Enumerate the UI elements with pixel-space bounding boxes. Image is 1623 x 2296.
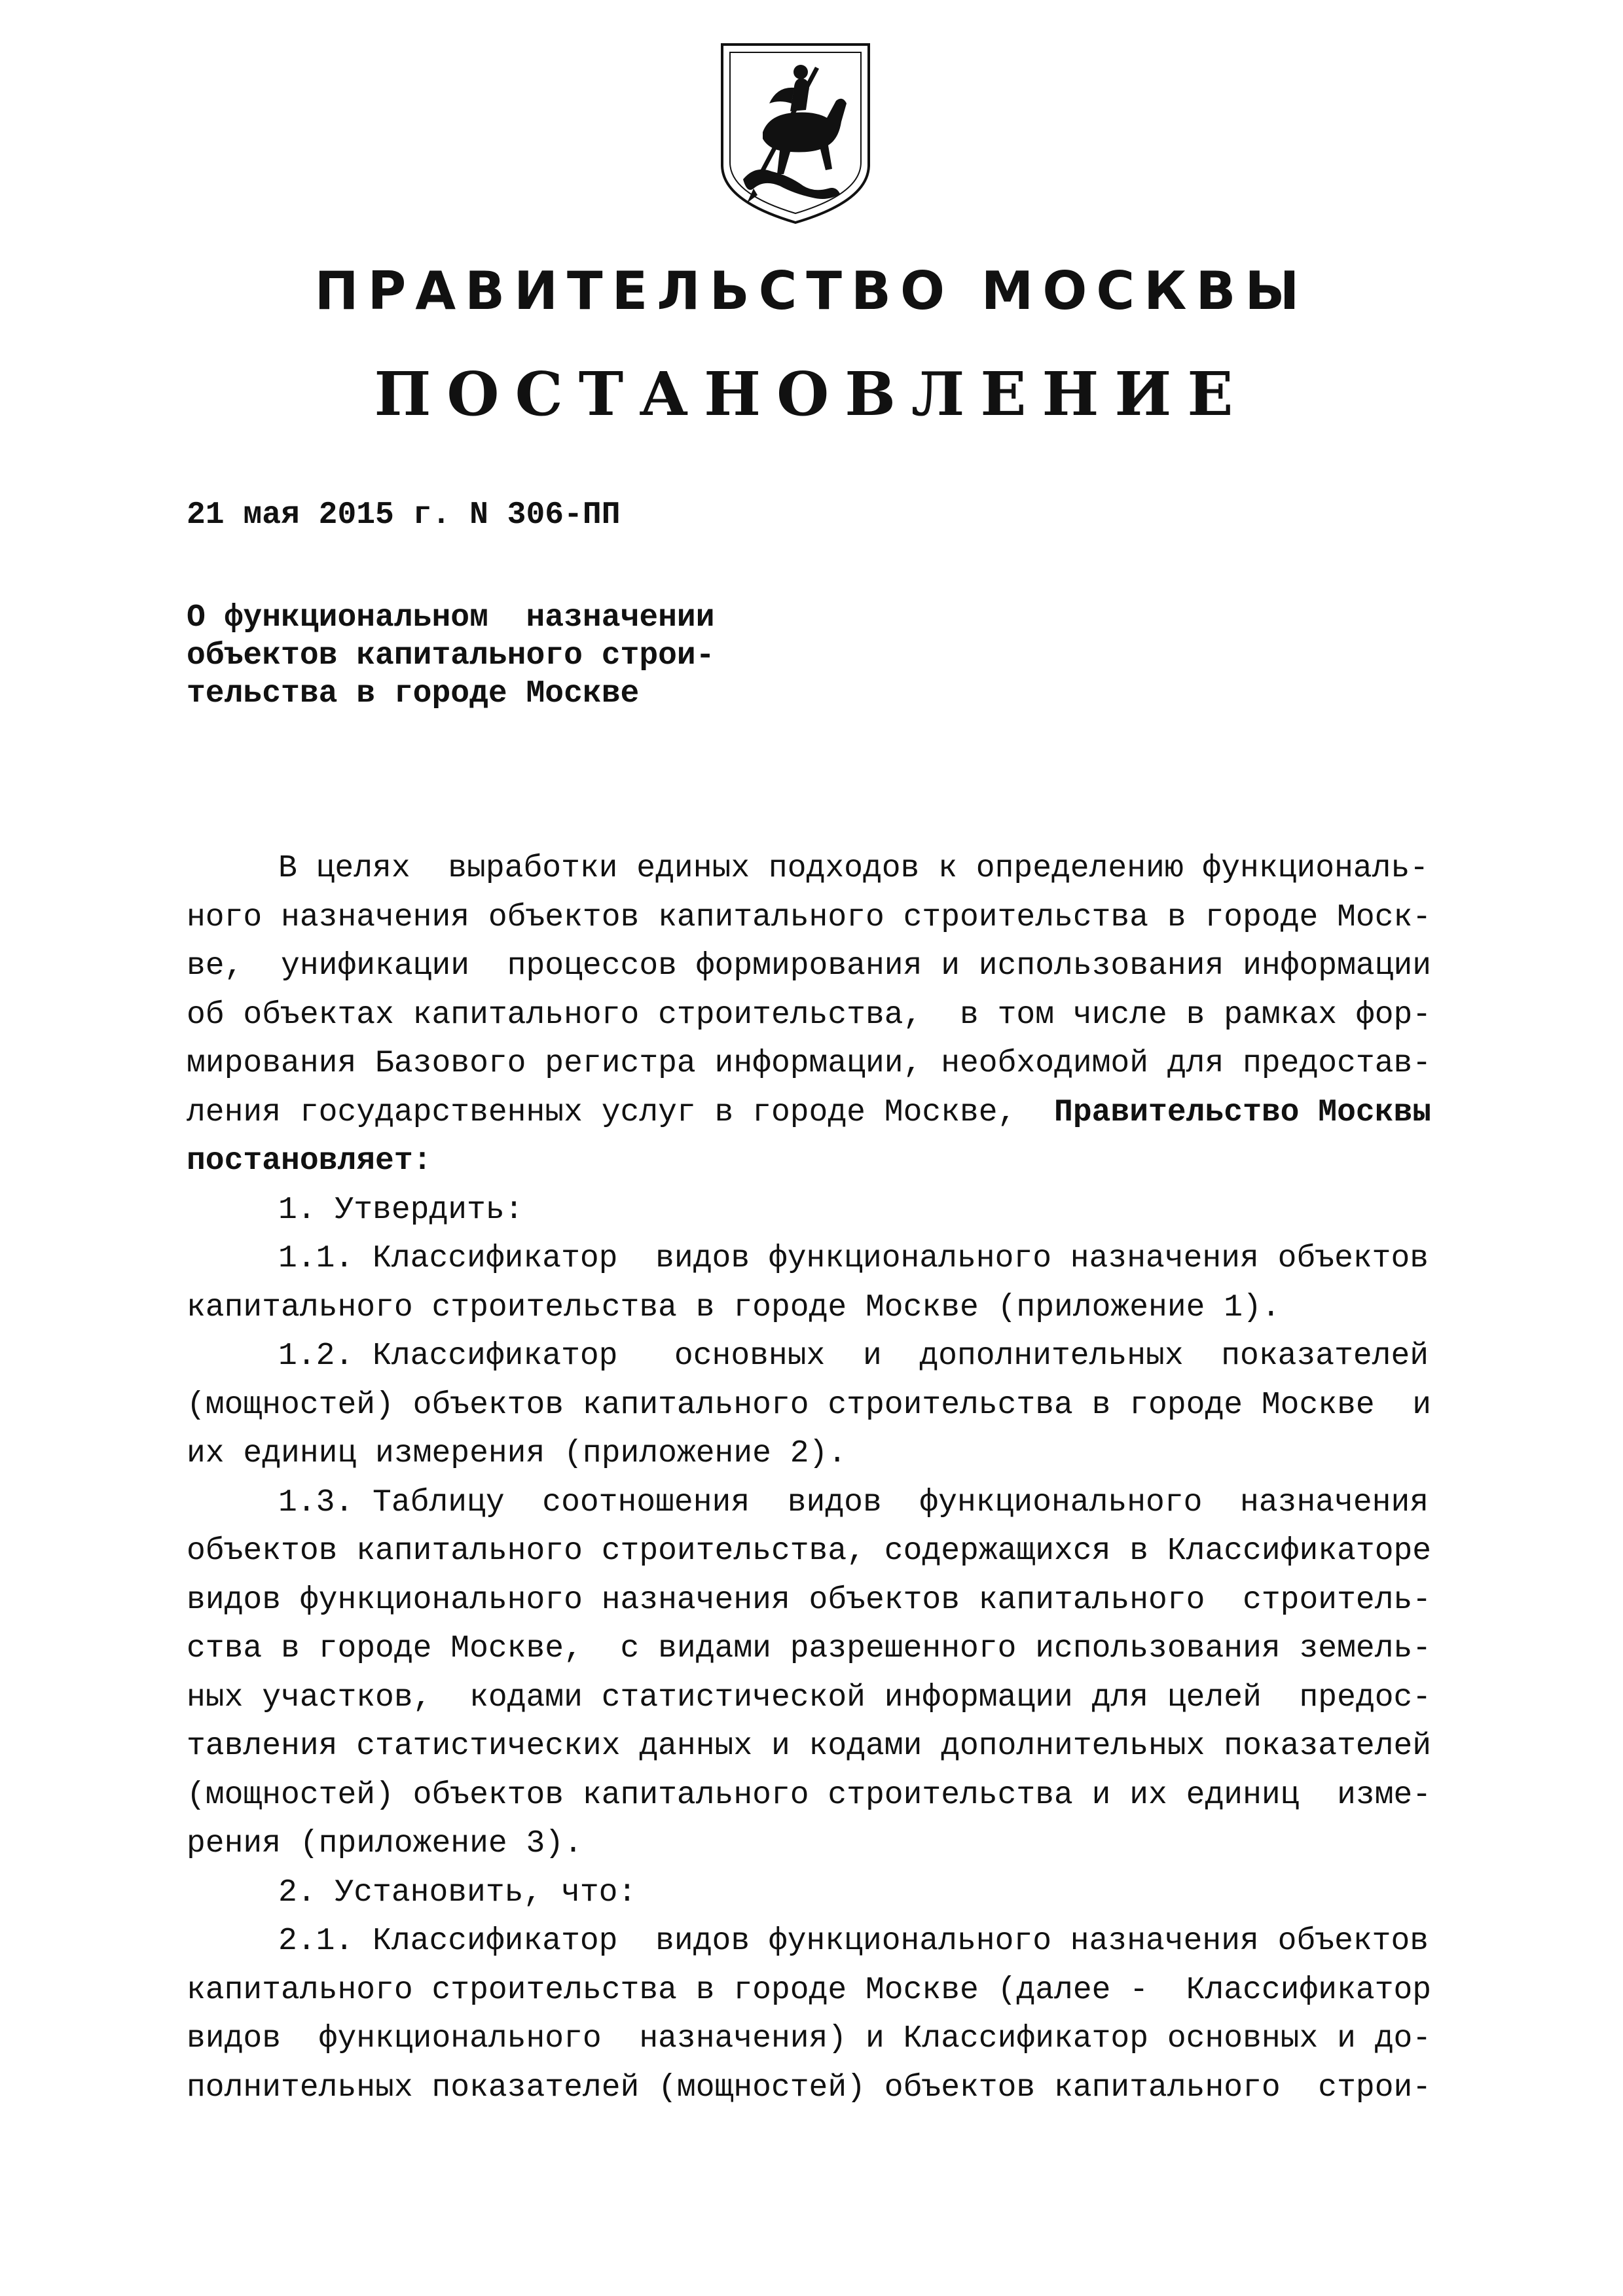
government-name-bold: Правительство Москвы [1054, 1094, 1432, 1130]
body-line: об объектах капитального строительства, в том числе в рамках фор- [187, 997, 1432, 1033]
clause-1: 1. Утвердить: [278, 1192, 524, 1228]
document-body [187, 844, 1473, 2112]
body-line: (мощностей) объектов капитального строительства и их единиц изме- [187, 1777, 1432, 1813]
body-line: капитального строительства в городе Москве (далее - Классификатор [187, 1972, 1432, 2008]
body-line: рения (приложение 3). [187, 1826, 583, 1861]
body-line: мирования Базового регистра информации, необходимой для предостав- [187, 1046, 1432, 1081]
body-line [187, 1088, 1473, 1138]
clause-2: 2. Установить, что: [278, 1874, 637, 1910]
body-line: капитального строительства в городе Москве (приложение 1). [187, 1289, 1281, 1325]
body-text-fragment: ления государственных услуг в городе Москве, [187, 1094, 1055, 1130]
document-date-number: 21 мая 2015 г. N 306-ПП [187, 497, 621, 533]
subject-line: О функциональном назначении [187, 600, 715, 636]
document-type: ПОСТАНОВЛЕНИЕ [374, 359, 1249, 429]
body-line: объектов капитального строительства, содержащихся в Классификаторе [187, 1534, 1432, 1569]
body-line: тавления статистических данных и кодами дополнительных показателей [187, 1729, 1432, 1764]
decree-verb: постановляет: [187, 1143, 432, 1179]
clause-1-1: 1.1. Классификатор видов функционального назначения объектов [278, 1241, 1429, 1276]
body-line: видов функционального назначения) и Классификатор основных и до- [187, 2021, 1432, 2056]
subject-line: объектов капитального строи- [187, 638, 715, 673]
body-line: ного назначения объектов капитального строительства в городе Моск- [187, 899, 1432, 935]
body-line: видов функционального назначения объектов капитального строитель- [187, 1582, 1432, 1618]
government-title: ПРАВИТЕЛЬСТВО МОСКВЫ [314, 260, 1309, 321]
body-line: полнительных показателей (мощностей) объектов капитального строи- [187, 2070, 1432, 2106]
body-line: их единиц измерения (приложение 2). [187, 1436, 847, 1471]
document-subject [187, 599, 737, 713]
body-line: ве, унификации процессов формирования и использования информации [187, 948, 1432, 984]
body-line: (мощностей) объектов капитального строительства в городе Москве и [187, 1387, 1432, 1423]
body-line: ных участков, кодами статистической информации для целей предос- [187, 1679, 1432, 1715]
body-line: В целях выработки единых подходов к определению функциональ- [278, 851, 1429, 886]
moscow-coat-of-arms-icon [717, 41, 874, 227]
clause-1-2: 1.2. Классификатор основных и дополнительных показателей [278, 1338, 1429, 1374]
clause-1-3: 1.3. Таблицу соотношения видов функционального назначения [278, 1484, 1429, 1520]
subject-line: тельства в городе Москве [187, 676, 640, 711]
clause-2-1: 2.1. Классификатор видов функционального назначения объектов [278, 1924, 1429, 1959]
body-line: ства в городе Москве, с видами разрешенного использования земель- [187, 1631, 1432, 1666]
